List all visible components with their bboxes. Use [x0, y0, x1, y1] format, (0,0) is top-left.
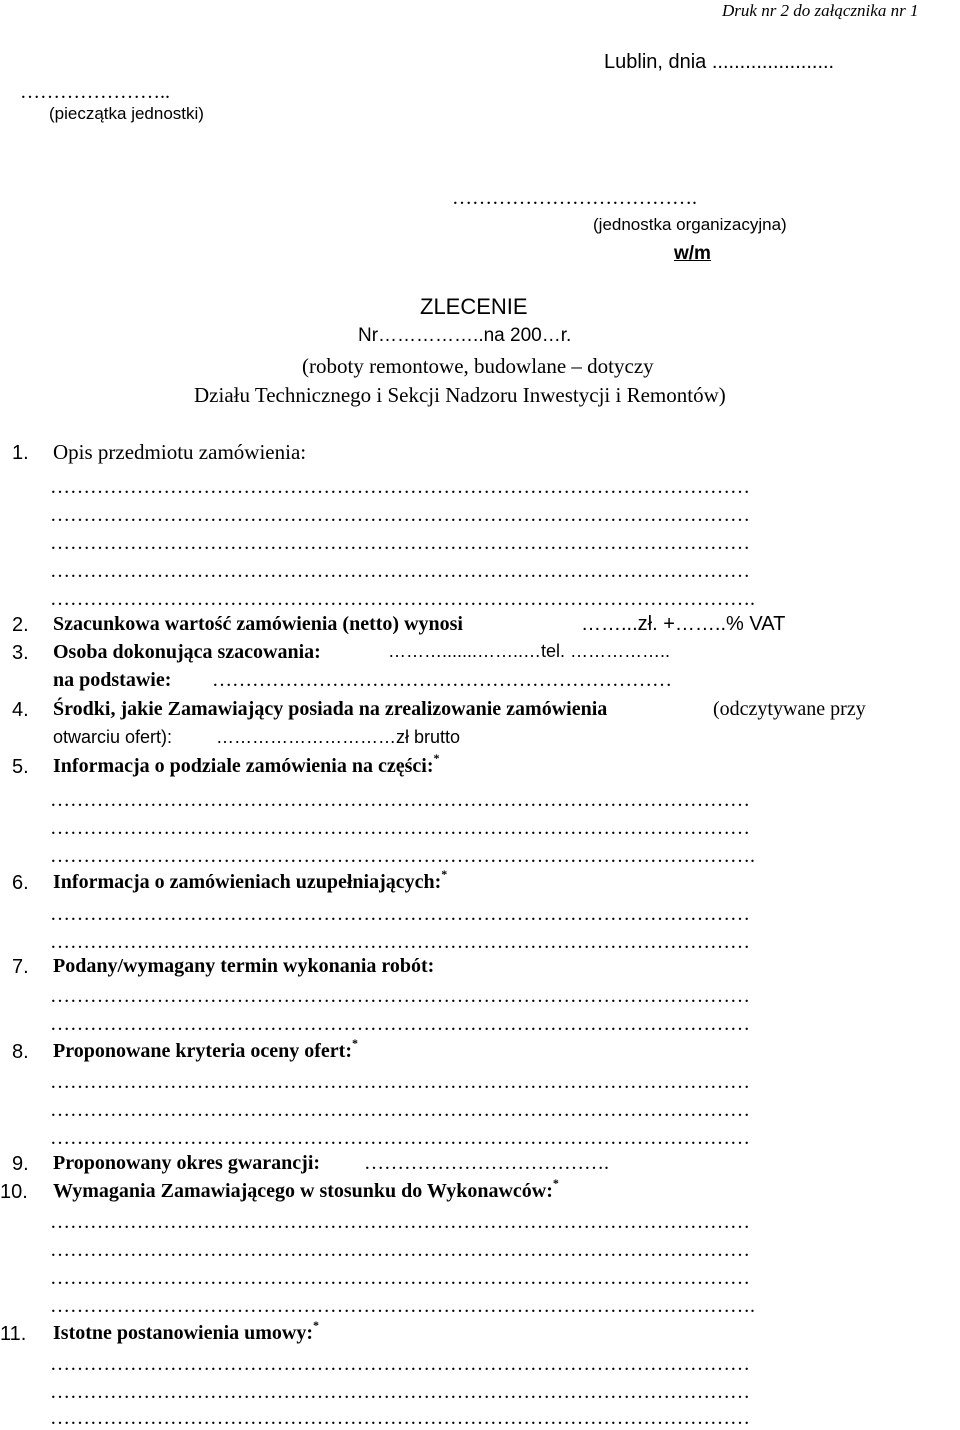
section-2-label: Szacunkowa wartość zamówienia (netto) wynosi	[53, 613, 463, 635]
section-9-label: Proponowany okres gwarancji:	[53, 1152, 321, 1174]
section-8-label	[53, 1036, 359, 1062]
section-3-basis-value[interactable]: ……………………………………………………………	[212, 669, 672, 691]
section-1-fill-line[interactable]: ……………………………………………………………………………………………	[50, 505, 750, 525]
section-10-fill-line[interactable]: ……………………………………………………………………………………………	[50, 1240, 750, 1260]
section-2-value[interactable]: ……...zł. +……..% VAT	[581, 613, 786, 635]
section-4-number: 4.	[12, 699, 29, 721]
section-2-number: 2.	[12, 614, 29, 636]
section-11-fill-line[interactable]: ……………………………………………………………………………………………	[50, 1408, 750, 1428]
section-1-number: 1.	[12, 442, 29, 464]
section-3-value[interactable]: ……….......……..…tel. ……………..	[388, 641, 671, 661]
section-9-value[interactable]: ……………………………….	[364, 1152, 609, 1174]
document-title: ZLECENIE	[420, 294, 528, 319]
section-7-fill-line[interactable]: ……………………………………………………………………………………………	[50, 1014, 750, 1034]
section-6-label-text: Informacja o zamówieniach uzupełniających:	[53, 871, 442, 893]
place-date-field: Lublin, dnia ......................	[604, 51, 835, 73]
section-8-fill-line[interactable]: ……………………………………………………………………………………………	[50, 1072, 750, 1092]
stamp-dots: …………………..	[20, 81, 170, 103]
section-11-fill-line[interactable]: ……………………………………………………………………………………………	[50, 1382, 750, 1402]
section-10-fill-line[interactable]: …………………………………………………………………………………………….	[50, 1296, 755, 1316]
section-3-label: Osoba dokonująca szacowania:	[53, 641, 321, 663]
section-8-number: 8.	[12, 1041, 29, 1063]
section-1-fill-line[interactable]: ……………………………………………………………………………………………	[50, 533, 750, 553]
section-1-fill-line[interactable]: ……………………………………………………………………………………………	[50, 561, 750, 581]
section-6-label	[53, 867, 448, 893]
section-5-fill-line[interactable]: ……………………………………………………………………………………………	[50, 790, 750, 810]
section-8-fill-line[interactable]: ……………………………………………………………………………………………	[50, 1100, 750, 1120]
section-4-label: Środki, jakie Zamawiający posiada na zrealizowanie zamówienia	[53, 698, 608, 720]
section-10-number: 10.	[0, 1181, 28, 1203]
section-5-fill-line[interactable]: …………………………………………………………………………………………….	[50, 846, 755, 866]
section-10-fill-line[interactable]: ……………………………………………………………………………………………	[50, 1268, 750, 1288]
section-5-label-text: Informacja o podziale zamówienia na części:	[53, 755, 434, 777]
section-6-fill-line[interactable]: ……………………………………………………………………………………………	[50, 932, 750, 952]
section-7-number: 7.	[12, 956, 29, 978]
print-reference: Druk nr 2 do załącznika nr 1	[722, 1, 919, 20]
asterisk-mark: *	[313, 1318, 320, 1332]
section-3-basis-label: na podstawie:	[53, 669, 172, 691]
section-8-label-text: Proponowane kryteria oceny ofert:	[53, 1040, 353, 1062]
section-11-fill-line[interactable]: ……………………………………………………………………………………………	[50, 1354, 750, 1374]
section-11-label-text: Istotne postanowienia umowy:	[53, 1322, 314, 1344]
section-11-label	[53, 1318, 320, 1344]
unit-wm: w/m	[674, 243, 711, 264]
section-5-fill-line[interactable]: ……………………………………………………………………………………………	[50, 818, 750, 838]
section-5-label	[53, 751, 440, 777]
section-7-fill-line[interactable]: ……………………………………………………………………………………………	[50, 986, 750, 1006]
asterisk-mark: *	[441, 867, 448, 881]
subtitle-line-1: (roboty remontowe, budowlane – dotyczy	[302, 354, 654, 378]
unit-dots: ……………………………….	[452, 187, 697, 209]
stamp-label: (pieczątka jednostki)	[49, 104, 204, 123]
section-1-fill-line[interactable]: ……………………………………………………………………………………………	[50, 477, 750, 497]
section-5-number: 5.	[12, 756, 29, 778]
asterisk-mark: *	[433, 751, 440, 765]
section-10-label	[53, 1176, 559, 1202]
unit-label: (jednostka organizacyjna)	[593, 215, 787, 234]
asterisk-mark: *	[552, 1176, 559, 1190]
section-6-fill-line[interactable]: ……………………………………………………………………………………………	[50, 904, 750, 924]
section-4-line-2: otwarciu ofert):	[53, 727, 173, 747]
order-number: Nr……………..na 200…r.	[358, 325, 572, 346]
section-9-number: 9.	[12, 1153, 29, 1175]
section-1-label: Opis przedmiotu zamówienia:	[53, 440, 307, 464]
section-11-number: 11.	[0, 1323, 27, 1345]
section-1-fill-line[interactable]: …………………………………………………………………………………………….	[50, 589, 755, 609]
section-10-fill-line[interactable]: ……………………………………………………………………………………………	[50, 1212, 750, 1232]
section-4-value[interactable]: …………………………zł brutto	[216, 727, 461, 747]
section-3-number: 3.	[12, 642, 29, 664]
subtitle-line-2: Działu Technicznego i Sekcji Nadzoru Inwestycji i Remontów)	[194, 383, 726, 407]
asterisk-mark: *	[352, 1036, 359, 1050]
section-10-label-text: Wymagania Zamawiającego w stosunku do Wykonawców:	[53, 1180, 553, 1202]
section-8-fill-line[interactable]: ……………………………………………………………………………………………	[50, 1128, 750, 1148]
section-4-note: (odczytywane przy	[713, 698, 866, 720]
section-6-number: 6.	[12, 872, 29, 894]
section-7-label: Podany/wymagany termin wykonania robót:	[53, 955, 435, 977]
